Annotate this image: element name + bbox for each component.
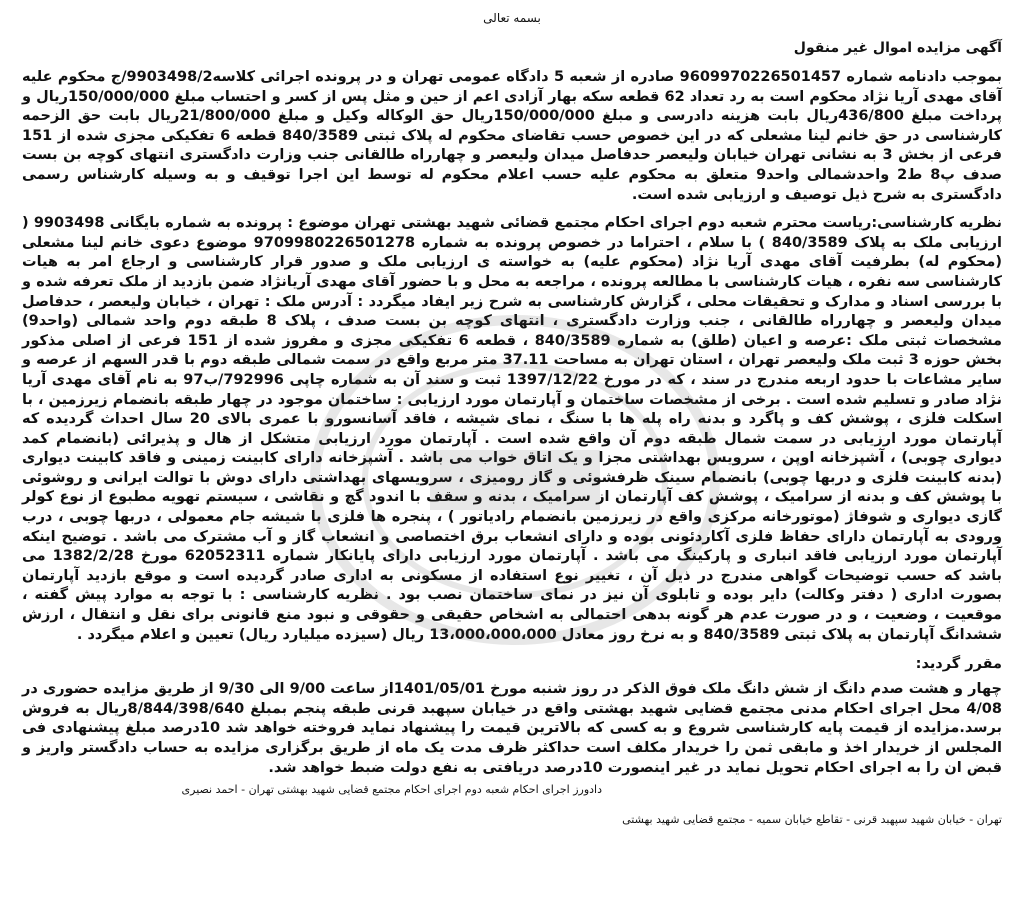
decision-paragraph: چهار و هشت صدم دانگ از شش دانگ ملک فوق الذکر در روز شنبه مورخ 1401/05/01از ساعت 9/00 الی 9/30 از طریق مزایده حضوری در 4/08 محل اجرای احکام مدنی مجتمع قضایی شهید بهشتی واقع در خیابان سپهبد قرنی طبقه پنجم بمبلغ 8/844/398/640ریال به فروش برسد.مزایده از قیمت پایه کارشناسی شروع و به کسی که بالاترین قیمت را پیشنهاد نماید فروخته خواهد شد 10درصد مبلغ پیشنهادی فی المجلس از خریدار اخذ و مابقی ثمن را خریدار مکلف است حداکثر ظرف مدت یک ماه از طریق برگزاری مزایده به حساب دادگستر واریز و قبض ان را به اجرای احکام تحویل نماید در غیر اینصورت 10درصد دریافتی به نفع دولت ضبط خواهد شد. xyxy=(22,681,1002,776)
signature-line: دادورز اجرای احکام شعبه دوم اجرای احکام مجتمع قضایی شهید بهشتی تهران - احمد نصیری xyxy=(181,783,602,797)
decision-heading: مقرر گردید: xyxy=(915,656,1002,673)
judgment-paragraph: بموجب دادنامه شماره 9609970226501457 صادره از شعبه 5 دادگاه عمومی تهران و در پرونده اجرائی کلاسه9903498/2/ج محکوم علیه آقای مهدی آریا نژاد محکوم است به رد تعداد 62 قطعه سکه بهار آزادی اعم از حین و مثل پس از کسر و احتساب مبلغ 150/000/000ریال و پرداخت مبلغ 436/800ریال بابت هزینه دادرسی و مبلغ 150/000/000ریال حق الوکاله وکیل و مبلغ 21/800/000ریال بابت حق الزحمه کارشناسی در حق خانم لینا مشعلی که در این خصوص حسب تقاضای محکوم له پلاک ثبتی 840/3589 قطعه 6 تفکیکی مجزی شده از 151 فرعی از بخش 3 به نشانی تهران خیابان ولیعصر حدفاصل میدان ولیعصر و چهارراه طالقانی جنب وزارت دادگستری انتهای کوچه بن بست صدف پ8 ط2 واحدشمالی واحد9 متعلق به محکوم علیه حسب اعلام محکوم له توسط این اجرا توقیف و به وسیله کارشناس رسمی دادگستری به شرح ذیل توصیف و ارزیابی شده است. xyxy=(22,69,1003,203)
footer-address: تهران - خیابان شهید سپهبد قرنی - تقاطع خیابان سمیه - مجتمع قضایی شهید بهشتی xyxy=(622,813,1002,827)
notice-title: آگهی مزایده اموال غیر منقول xyxy=(793,40,1002,56)
expert-opinion-paragraph: نظریه کارشناسی:ریاست محترم شعبه دوم اجرای احکام مجتمع قضائی شهید بهشتی تهران موضوع : پرونده به شماره بایگانی 9903498 ( ارزیابی ملک به پلاک 840/3589 ) با سلام ، احتراما در خصوص پرونده به شماره 9709980226501278 موضوع دعوی خانم لینا مشعلی (محکوم له) بطرفیت آقای مهدی آریا نژاد (محکوم علیه) به خواسته ی ارزیابی ملک و صدور قرار کارشناسی و ارجاع امر به هیات کارشناسی سه نفره ، هیات کارشناسی با مطالعه پرونده ، مراجعه به محل و با حضور آقای مهدی آریانژاد ضمن بازدید از ملک تعرفه شده و با بررسی اسناد و مدارک و تحقیقات محلی ، گزارش کارشناسی به شرح زیر ایفاد میگردد : آدرس ملک : تهران ، خیابان ولیعصر ، حدفاصل میدان ولیعصر و چهارراه طالقانی ، جنب وزارت دادگستری ، انتهای کوچه بن بست صدف ، پلاک 8 طبقه دوم واحد شمالی (واحد9) مشخصات ثبتی ملک :عرصه و اعیان (طلق) به شماره 840/3589 ، قطعه 6 تفکیکی مجزی و مفروز شده از 151 فرعی از اصلی مذکور بخش حوزه 3 ثبت ملک ولیعصر تهران ، استان تهران به مساحت 37.11 متر مربع واقع در سمت شمالی طبقه دوم با قدر السهم از عرصه و سایر مشاعات با حدود اربعه مندرج در سند ، که در مورخ 1397/12/22 ثبت و سند آن به شماره چاپی 792996/ب97 به نام آقای مهدی آریا نژاد صادر و تسلیم شده است . برخی از مشخصات ساختمان و آپارتمان مورد ارزیابی : ساختمان موجود در چهار طبقه بانضمام زیرزمین ، با اسکلت فلزی ، پوشش کف و پاگرد و بدنه راه پله ها با سنگ ، نمای شیشه ، فاقد آسانسورو با عمری بالای 20 سال احداث گردیده که آپارتمان مورد ارزیابی در سمت شمال طبقه دوم آن واقع شده است . آپارتمان مورد ارزیابی متشکل از هال و پذیرائی (بانضمام کمد دیواری چوبی) ، آشپزخانه اوپن ، سرویس بهداشتی مجزا و یک اتاق خواب می باشد . آشپزخانه دارای کابینت زمینی و فاقد کابینت دیواری (بدنه کابینت فلزی و دربها چوبی) بانضمام سینک ظرفشوئی و گاز رومیزی ، سرویسهای بهداشتی دارای دوش با توالت ایرانی و روشوئی با پوشش کف و بدنه از سرامیک ، پوشش کف آپارتمان از سرامیک ، بدنه و سقف با اندود گچ و نقاشی ، سیستم تهویه مطبوع از نوع کولر گازی دیواری و شوفاژ (موتورخانه مرکزی واقع در زیرزمین بانضمام رادیاتور ) ، پنجره ها فلزی با شیشه جام معمولی ، دربها چوبی ، درب ورودی به آپارتمان دارای حفاظ فلزی آکاردئونی بوده و دارای انشعاب برق اختصاصی و انشعاب گاز و آب مشترک می باشد . توضیح اینکه آپارتمان مورد ارزیابی فاقد انباری و پارکینگ می باشد . آپارتمان مورد ارزیابی دارای پایانکار شماره 62052311 مورخ 1382/2/28 می باشد که حسب توضیحات گواهی مندرج در ذیل آن ، تغییر نوع استفاده از مسکونی به اداری صادر گردیده است و موقع بازدید آپارتمان بصورت اداری ( دفتر وکالت) دایر بوده و تابلوی آن نیز در نمای ساختمان نصب بود . نظریه کارشناسی : با توجه به موارد پیش گفته ، موقعیت ، وضعیت ، و در صورت عدم هر گونه بدهی احتمالی به اشخاص حقیقی و حقوقی و نبود منع قانونی برای نقل و انتقال ، ارزش ششدانگ آپارتمان به پلاک ثبتی 840/3589 و به نرخ روز معادل 13،000،000،000 ریال (سیزده میلیارد ریال) تعیین و اعلام میگردد . xyxy=(22,215,1003,643)
basmala-header: بسمه تعالی xyxy=(483,11,541,25)
